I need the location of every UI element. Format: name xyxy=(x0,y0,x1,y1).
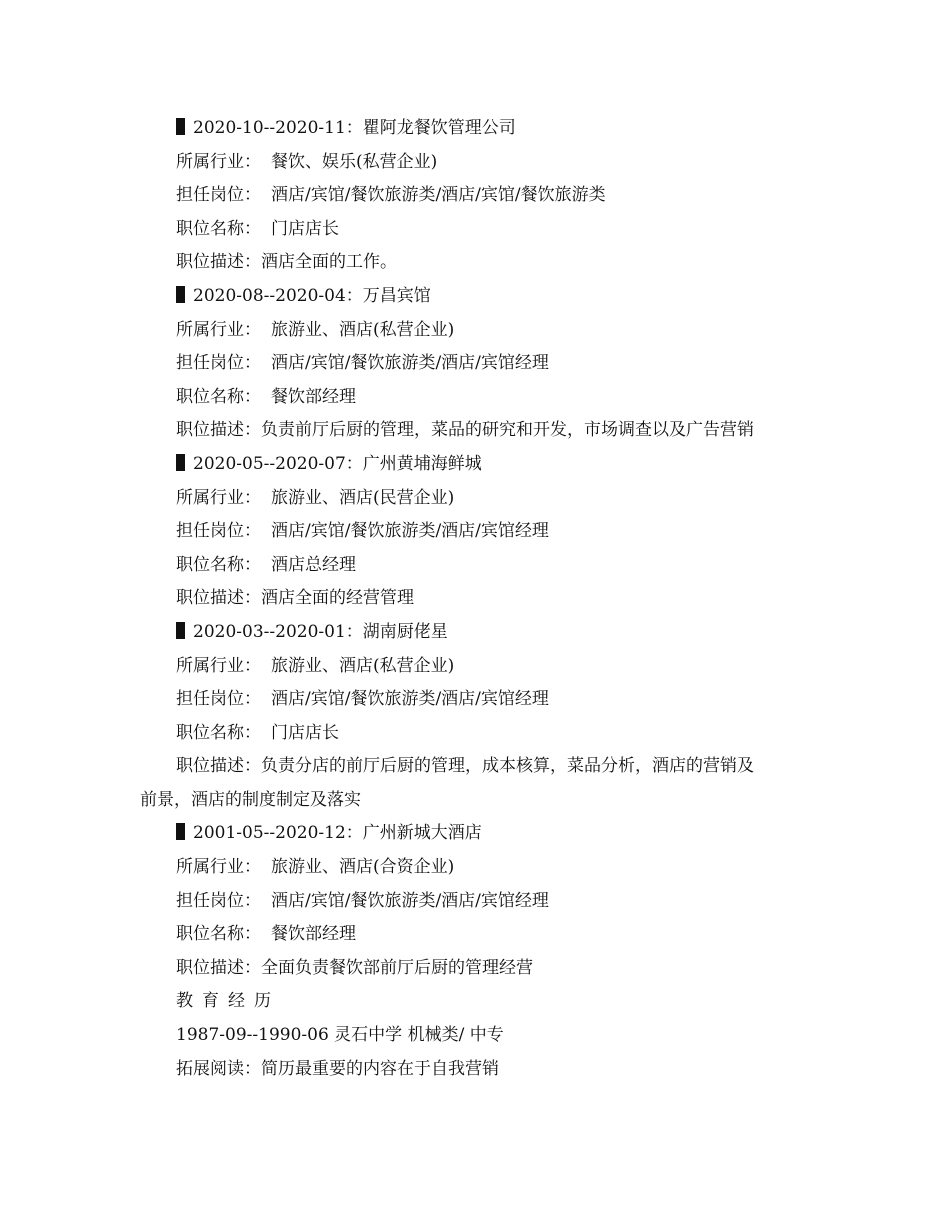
bullet-marker xyxy=(176,454,185,471)
colon: ： xyxy=(345,285,363,306)
description-value: 酒店全面的经营管理 xyxy=(261,588,414,609)
position-line xyxy=(0,683,950,717)
industry-label: 所属行业： xyxy=(176,487,261,508)
bullet-marker xyxy=(176,622,185,639)
colon: ： xyxy=(345,823,363,844)
description-line xyxy=(0,952,950,986)
title-line xyxy=(0,717,950,751)
title-label: 职位名称： xyxy=(176,218,261,239)
education-heading: 教育经历 xyxy=(176,991,280,1012)
industry-value: 旅游业、酒店(民营企业) xyxy=(271,487,455,508)
position-label: 担任岗位： xyxy=(176,689,261,710)
title-line xyxy=(0,549,950,583)
industry-label: 所属行业： xyxy=(176,319,261,340)
industry-value: 旅游业、酒店(私营企业) xyxy=(271,319,455,340)
position-label: 担任岗位： xyxy=(176,185,261,206)
title-label: 职位名称： xyxy=(176,924,261,945)
experience-period: 2020-03--2020-01 xyxy=(193,621,346,642)
experience-company: 广州新城大酒店 xyxy=(362,823,482,844)
position-line xyxy=(0,885,950,919)
industry-line xyxy=(0,146,950,180)
title-value: 门店店长 xyxy=(271,218,339,239)
description-value: 酒店全面的工作。 xyxy=(261,252,397,273)
industry-line xyxy=(0,851,950,885)
description-value-line1: 负责分店的前厅后厨的管理，成本核算，菜品分析，酒店的营销及 xyxy=(261,756,754,777)
description-label: 职位描述： xyxy=(176,756,261,777)
description-label: 职位描述： xyxy=(176,252,261,273)
experience-header xyxy=(0,817,950,851)
position-value: 酒店/宾馆/餐饮旅游类/酒店/宾馆经理 xyxy=(271,353,549,374)
experience-company: 广州黄埔海鲜城 xyxy=(362,453,482,474)
colon: ： xyxy=(345,118,363,138)
experience-period: 2020-05--2020-07 xyxy=(193,453,346,474)
industry-label: 所属行业： xyxy=(176,151,261,172)
extended-reading-line xyxy=(0,1053,950,1087)
position-line xyxy=(0,515,950,549)
title-value: 餐饮部经理 xyxy=(271,924,356,945)
description-value: 全面负责餐饮部前厅后厨的管理经营 xyxy=(261,957,533,978)
education-entry-line xyxy=(0,1019,950,1053)
title-label: 职位名称： xyxy=(176,722,261,743)
industry-line xyxy=(0,650,950,684)
position-value: 酒店/宾馆/餐饮旅游类/酒店/宾馆/餐饮旅游类 xyxy=(271,185,606,206)
position-value: 酒店/宾馆/餐饮旅游类/酒店/宾馆经理 xyxy=(271,521,549,542)
colon: ： xyxy=(345,621,363,642)
description-label: 职位描述： xyxy=(176,420,261,441)
title-value: 门店店长 xyxy=(271,722,339,743)
extended-reading-label: 拓展阅读： xyxy=(176,1058,261,1079)
description-value: 负责前厅后厨的管理，菜品的研究和开发，市场调查以及广告营销 xyxy=(261,420,754,441)
education-entry: 1987-09--1990-06 灵石中学 机械类/ 中专 xyxy=(176,1025,504,1046)
experience-header xyxy=(0,112,950,146)
experience-company: 瞿阿龙餐饮管理公司 xyxy=(362,118,516,138)
position-line xyxy=(0,347,950,381)
title-label: 职位名称： xyxy=(176,386,261,407)
title-value: 餐饮部经理 xyxy=(271,386,356,407)
experience-header xyxy=(0,280,950,314)
experience-period: 2020-10--2020-11 xyxy=(193,118,346,138)
title-line xyxy=(0,213,950,247)
description-label: 职位描述： xyxy=(176,957,261,978)
industry-line xyxy=(0,314,950,348)
position-label: 担任岗位： xyxy=(176,890,261,911)
colon: ： xyxy=(345,453,363,474)
position-label: 担任岗位： xyxy=(176,353,261,374)
industry-line xyxy=(0,482,950,516)
experience-header xyxy=(0,616,950,650)
experience-period: 2020-08--2020-04 xyxy=(193,285,346,306)
education-heading-line xyxy=(0,985,950,1019)
position-label: 担任岗位： xyxy=(176,521,261,542)
description-value-line2: 前景，酒店的制度制定及落实 xyxy=(140,789,361,810)
position-line xyxy=(0,179,950,213)
title-line xyxy=(0,381,950,415)
experience-company: 万昌宾馆 xyxy=(362,285,431,306)
industry-label: 所属行业： xyxy=(176,655,261,676)
resume-page xyxy=(0,112,950,1086)
description-line xyxy=(0,750,950,784)
bullet-marker xyxy=(176,286,185,303)
description-line xyxy=(0,246,950,280)
experience-company: 湖南厨佬星 xyxy=(362,621,448,642)
title-line xyxy=(0,918,950,952)
experience-period: 2001-05--2020-12 xyxy=(193,823,346,844)
description-label: 职位描述： xyxy=(176,588,261,609)
industry-value: 餐饮、娱乐(私营企业) xyxy=(271,151,438,172)
title-value: 酒店总经理 xyxy=(271,554,356,575)
extended-reading-text: 简历最重要的内容在于自我营销 xyxy=(261,1058,499,1079)
industry-label: 所属行业： xyxy=(176,857,261,878)
bullet-marker xyxy=(176,823,185,840)
industry-value: 旅游业、酒店(私营企业) xyxy=(271,655,455,676)
position-value: 酒店/宾馆/餐饮旅游类/酒店/宾馆经理 xyxy=(271,890,549,911)
bullet-marker xyxy=(176,118,185,135)
experience-header xyxy=(0,448,950,482)
industry-value: 旅游业、酒店(合资企业) xyxy=(271,857,455,878)
title-label: 职位名称： xyxy=(176,554,261,575)
description-continuation xyxy=(0,784,950,818)
description-line xyxy=(0,582,950,616)
description-line xyxy=(0,414,950,448)
position-value: 酒店/宾馆/餐饮旅游类/酒店/宾馆经理 xyxy=(271,689,549,710)
